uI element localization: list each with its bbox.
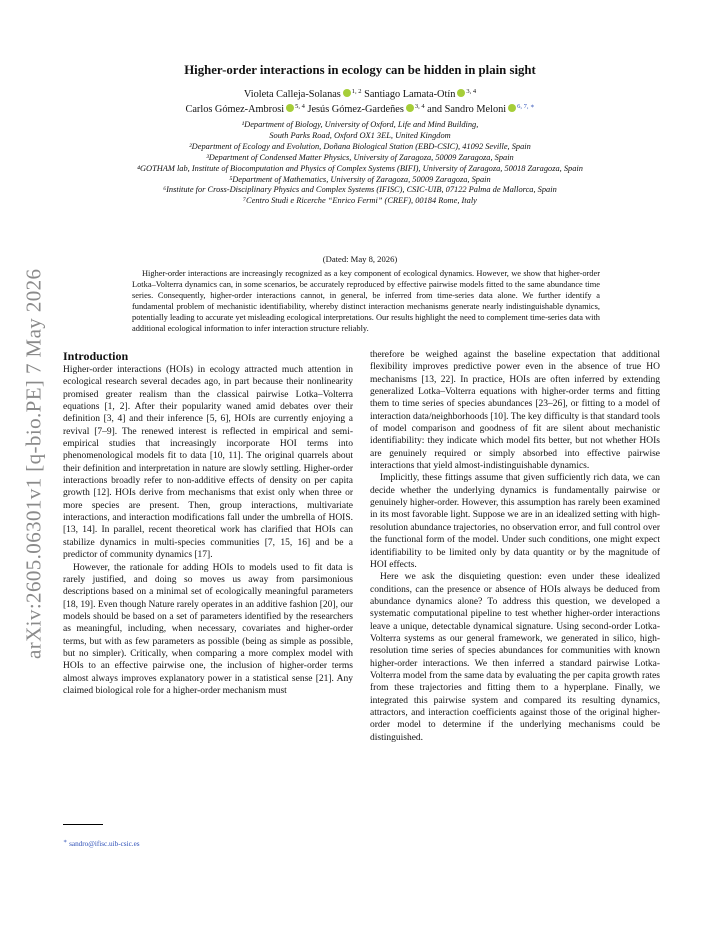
author-name: Jesús Gómez-Gardeñes — [307, 104, 404, 115]
body-paragraph: Implicitly, these fittings assume that given sufficiently rich data, we can decide whether the underlying dynamics is fundamentally pairwise or genuinely higher-order. However, this assumption has rarely been examined in its most favorable light. Suppose we are in an idealized setting with high-resolution abundance trajectories, no observation error, and full control over the functional form of the model. Under such conditions, one might expect identifiability to be limited only by data quantity or by the magnitude of HOI effects. — [370, 473, 660, 570]
section-heading: Introduction — [63, 349, 129, 363]
affiliations — [0, 120, 720, 207]
author-name: Violeta Calleja-Solanas — [243, 89, 341, 100]
author-name: Sandro Meloni — [444, 104, 507, 115]
orcid-icon[interactable] — [343, 89, 351, 97]
body-paragraph: Higher-order interactions (HOIs) in ecology attracted much attention in ecological research several decades ago, in part because their nonlinearity promised greater realism than the classical pairwise Lotka–Volterra equations [1, 2]. After their popularity waned amid debates over their definition [3, 4] and their inference [5, 6], HOIs are currently enjoying a revival [7–9]. The renewed interest is reflected in empirical and semi-empirical studies that increasingly incorporate HOI terms into phenomenological models fit to data [10, 11]. The original quarrels about their definition and interpretation in nature are slowly settling. Higher-order interactions broadly refer to non-additive effects of density on per capita growth [12]. HOIs derive from mechanisms that exist only when three or more species are present. Then, group interactions, multivariate interactions, and interaction modifications fall under the umbrella of HOIS. [13, 14]. In parallel, recent theoretical work has clarified that HOIs can stabilize dynamics in multi-species communities [7, 15, 16] and be a predictor of community dynamics [17]. — [63, 365, 353, 561]
body-paragraph: However, the rationale for adding HOIs to models used to fit data is rarely justified, and doing so moves us away from parsimonious descriptions based on a minimal set of ecologically meaningful parameters [18, 19]. Even though Nature rarely operates in an additive fashion [20], our models should be based on a set of parameters identified by the researchers as meaningful, including, when necessary, covariates and higher-order terms, but with as few parameters as possible (being as simple as possible, but no simpler). Critically, when comparing a more complex model with HOIs to an effective pairwise one, the inclusion of higher-order terms almost always improves explanatory power in a statistical sense [21]. Any claimed biological role for a higher-order mechanism must — [63, 562, 353, 696]
arxiv-identifier: arXiv:2605.06301v1 [q-bio.PE] 7 May 2026 — [21, 268, 46, 660]
author-line-2 — [0, 104, 720, 115]
affiliation-line: ⁶Institute for Cross-Disciplinary Physics and Complex Systems (IFISC), CSIC-UIB, 07122 Palma de Mallorca, Spain — [163, 185, 557, 195]
footnote-mark: ∗ — [63, 839, 68, 845]
body-paragraph: therefore be weighed against the baseline expectation that additional flexibility improves predictive power even in the absence of true HO mechanisms [13, 22]. In practice, HOIs are often inferred by extending generalized Lotka–Volterra equations with higher-order terms and fitting them to time series of species abundances [23–26], or fitting to a model of interaction data/neighborhoods [10]. The key difficulty is that standard tools of model comparison and goodness of fit are silent about mechanistic identifiability: they indicate which model fits better, but not whether HOIs are genuinely required or simply absorbed into effective pairwise interactions that yield almost-indistinguishable dynamics. — [370, 350, 660, 472]
left-column — [63, 349, 353, 697]
affiliation-line: ⁵Department of Mathematics, University of Zaragoza, 50009 Zaragoza, Spain — [229, 174, 491, 184]
affiliation-line: ⁴GOTHAM lab, Institute of Biocomputation and Physics of Complex Systems (BIFI), University of Zaragoza, 50018 Zaragoza, Spain — [137, 163, 583, 173]
paper-title: Higher-order interactions in ecology can be hidden in plain sight — [184, 63, 536, 77]
author-conjunction: and — [427, 104, 443, 115]
affiliation-line: South Parks Road, Oxford OX1 3EL, United Kingdom — [269, 130, 451, 140]
affiliation-line: ⁷Centro Studi e Ricerche “Enrico Fermi” (CREF), 00184 Rome, Italy — [243, 196, 477, 206]
author-line-1 — [0, 89, 720, 100]
footnote — [63, 838, 140, 848]
corresponding-email-link[interactable]: sandro@ifisc.uib-csic.es — [69, 840, 140, 848]
author-affil-sup: 5, 4 — [295, 103, 305, 110]
author-name: Carlos Gómez-Ambrosi — [185, 104, 285, 115]
author-affil-sup[interactable]: 6, 7, ∗ — [517, 103, 535, 110]
affiliation-line: ¹Department of Biology, University of Oxford, Life and Mind Building, — [241, 120, 479, 129]
body-paragraph: Here we ask the disquieting question: even under these idealized conditions, can the presence or absence of HOIs always be deduced from abundance dynamics alone? To address this question, we developed a systematic computational pipeline to test whether higher-order interactions leave a unique, detectable dynamical signature. Using second-order Lotka-Volterra systems as our general framework, we generated in silico, high-resolution time series of species abundances for communities with known higher-order interactions. We then inferred a standard pairwise Lotka-Volterra model from the same data by evaluating the per capita growth rates from these trajectories and fitting them to a hyperplane. Finally, we integrated this pairwise system and compared its resulting dynamics, attractors, and interaction coefficients against those of the original higher-order model to determine if the underlying mechanisms could be distinguished. — [370, 572, 660, 743]
right-column — [370, 349, 660, 744]
dated-line: (Dated: May 8, 2026) — [322, 254, 398, 264]
abstract: Higher-order interactions are increasingly recognized as a key component of ecological dynamics. However, we show that higher-order Lotka–Volterra dynamics can, in some scenarios, be accurately reproduced by effective pairwise models fitted to the same abundance time series. Consequently, higher-order interactions cannot, in general, be inferred from time-series data alone. We further identify a fundamental problem of mechanistic identifiability, whereby distinct interaction mechanisms generate nearly indistinguishable dynamics, potentially leading to accurate yet misleading ecological interpretations. Our results highlight the need to complement time-series data with additional ecological information to infer interaction structure reliably. — [132, 269, 600, 333]
author-affil-sup: 1, 2 — [351, 88, 362, 95]
footnote-divider — [63, 824, 103, 825]
author-affil-sup: 3, 4 — [414, 103, 425, 110]
orcid-icon[interactable] — [508, 104, 516, 112]
affiliation-line: ³Department of Condensed Matter Physics, University of Zaragoza, 50009 Zaragoza, Spain — [206, 152, 514, 162]
orcid-icon[interactable] — [406, 104, 414, 112]
orcid-icon[interactable] — [286, 104, 294, 112]
orcid-icon[interactable] — [457, 89, 465, 97]
author-affil-sup: 3, 4 — [466, 88, 477, 95]
affiliation-line: ²Department of Ecology and Evolution, Doñana Biological Station (EBD-CSIC), 41092 Seville, Spain — [189, 141, 531, 151]
author-name: Santiago Lamata-Otín — [364, 89, 456, 100]
